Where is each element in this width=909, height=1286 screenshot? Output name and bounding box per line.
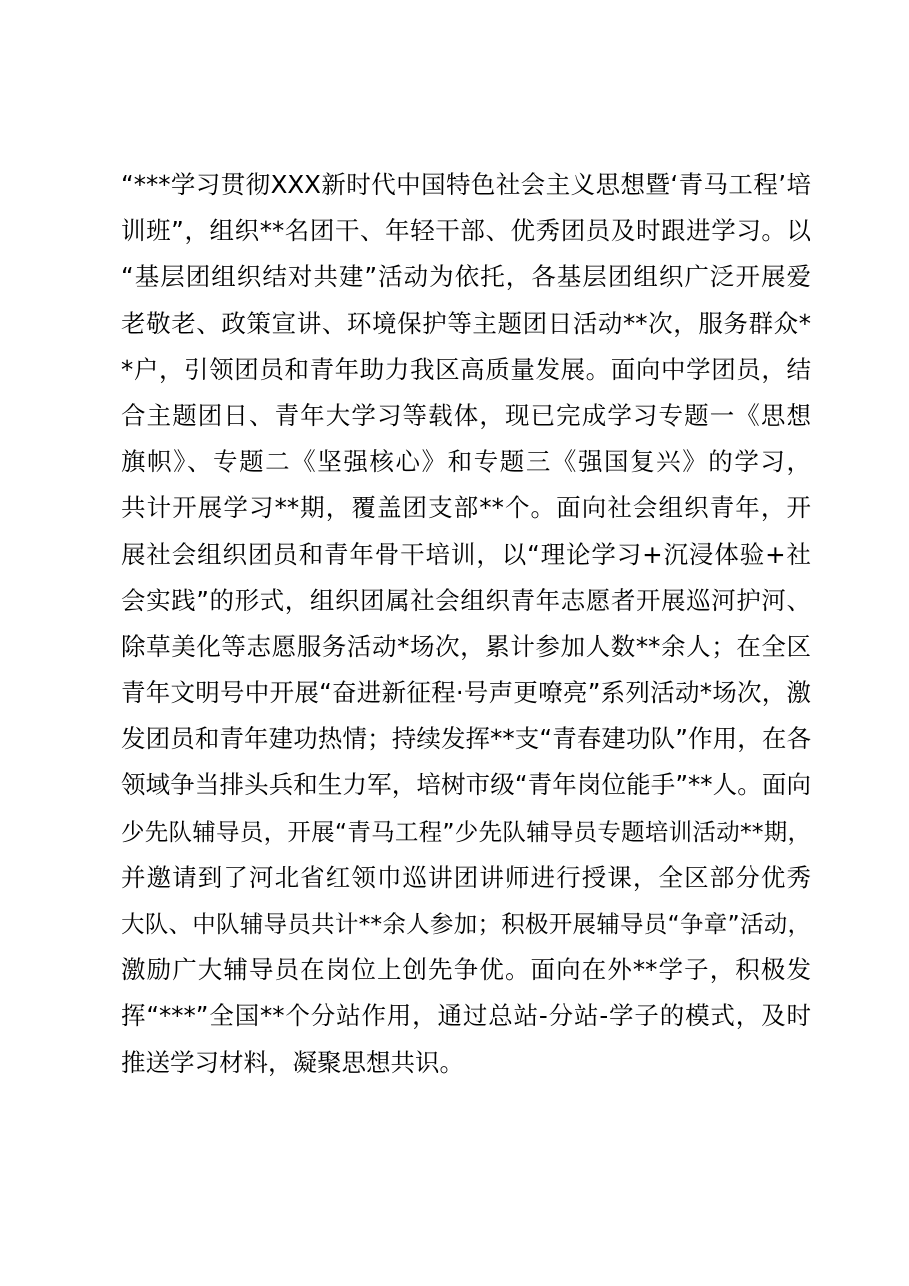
text-line-7: 旗帜》、专题二《坚强核心》和专题三《强国复兴》的学习， (121, 447, 811, 477)
text-line-14: 领域争当排头兵和生力军，培树市级“青年岗位能手”**人。面向 (121, 770, 811, 800)
text-line-1: “***学习贯彻XXX新时代中国特色社会主义思想暨‘青马工程’培 (121, 170, 811, 199)
text-line-15: 少先队辅导员，开展“青马工程”少先队辅导员专题培训活动**期， (121, 817, 811, 846)
text-line-11: 除草美化等志愿服务活动*场次，累计参加人数**余人；在全区 (121, 631, 811, 661)
text-line-2: 训班”，组织**名团干、年轻干部、优秀团员及时跟进学习。以 (121, 216, 811, 246)
text-line-10: 会实践”的形式，组织团属社会组织青年志愿者开展巡河护河、 (121, 585, 811, 615)
text-line-5: *户，引领团员和青年助力我区高质量发展。面向中学团员，结 (121, 354, 811, 384)
body-paragraph (121, 162, 811, 1086)
text-line-6: 合主题团日、青年大学习等载体，现已完成学习专题一《思想 (121, 400, 811, 430)
text-line-19: 挥“***”全国**个分站作用，通过总站-分站-学子的模式，及时 (121, 1001, 811, 1031)
text-line-3: “基层团组织结对共建”活动为依托，各基层团组织广泛开展爱 (121, 262, 811, 292)
text-line-9: 展社会组织团员和青年骨干培训，以“理论学习+沉浸体验+社 (121, 539, 811, 569)
text-line-8: 共计开展学习**期，覆盖团支部**个。面向社会组织青年，开 (121, 493, 811, 523)
text-line-20: 推送学习材料，凝聚思想共识。 (121, 1047, 464, 1077)
text-line-16: 并邀请到了河北省红领巾巡讲团讲师进行授课，全区部分优秀 (121, 862, 811, 892)
text-line-18: 激励广大辅导员在岗位上创先争优。面向在外**学子，积极发 (121, 955, 811, 985)
text-line-13: 发团员和青年建功热情；持续发挥**支“青春建功队”作用，在各 (121, 724, 811, 754)
text-line-17: 大队、中队辅导员共计**余人参加；积极开展辅导员“争章”活动， (121, 910, 811, 938)
text-line-4: 老敬老、政策宣讲、环境保护等主题团日活动**次，服务群众* (121, 308, 811, 338)
text-line-12: 青年文明号中开展“奋进新征程·号声更嘹亮”系列活动*场次，激 (121, 678, 811, 708)
